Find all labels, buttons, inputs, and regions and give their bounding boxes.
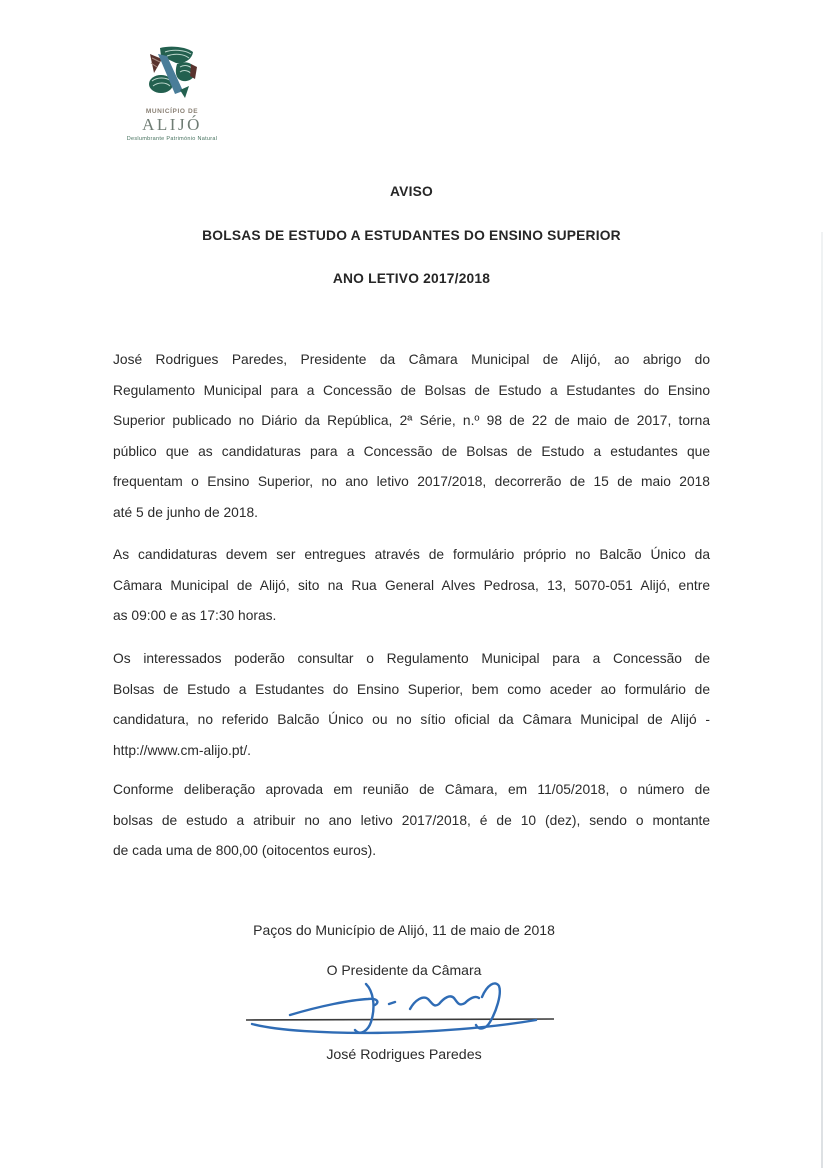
notice-subject: BOLSAS DE ESTUDO A ESTUDANTES DO ENSINO SUPERIOR (202, 228, 621, 243)
municipality-logo (118, 46, 226, 142)
signer-title: O Presidente da Câmara (326, 962, 482, 978)
paragraph-3 (113, 644, 710, 766)
paragraph-line: Os interessados poderão consultar o Regulamento Municipal para a Concessão de (113, 651, 710, 666)
paragraph-line: público que as candidaturas para a Concessão de Bolsas de Estudo a estudantes que (113, 443, 710, 459)
logo-org-name: ALIJÓ (142, 114, 202, 134)
website-url-text: http://www.cm-alijo.pt/. (113, 742, 252, 758)
notice-school-year: ANO LETIVO 2017/2018 (332, 271, 491, 286)
paragraph-line: Câmara Municipal de Alijó, sito na Rua General Alves Pedrosa, 13, 5070-051 Alijó, entre (113, 577, 710, 593)
paragraph-line: de cada uma de 800,00 (oitocentos euros). (113, 843, 377, 859)
paragraph-1 (113, 345, 710, 529)
scan-edge-artifact (821, 232, 823, 1168)
place-and-date: Paços do Município de Alijó, 11 de maio de 2018 (253, 922, 555, 938)
signature-line (246, 1019, 554, 1020)
paragraph-line: Regulamento Municipal para a Concessão de Bolsas de Estudo a Estudantes do Ensino (113, 382, 710, 398)
paragraph-line: bolsas de estudo a atribuir no ano letivo 2017/2018, é de 10 (dez), sendo o montante (113, 812, 710, 828)
paragraph-line: frequentam o Ensino Superior, no ano letivo 2017/2018, decorrerão de 15 de maio 2018 (113, 474, 710, 490)
alijo-logo-icon (147, 46, 197, 103)
paragraph-4 (113, 775, 710, 867)
paragraph-line: as 09:00 e as 17:30 horas. (113, 608, 277, 624)
logo-org-prefix: MUNICÍPIO DE (145, 107, 199, 115)
logo-tagline: Deslumbrante Património Natural (126, 136, 218, 143)
signer-name: José Rodrigues Paredes (326, 1047, 482, 1063)
paragraph-line: José Rodrigues Paredes, Presidente da Câmara Municipal de Alijó, ao abrigo do (113, 352, 710, 367)
notice-title: AVISO (390, 184, 433, 199)
paragraph-line: Bolsas de Estudo a Estudantes do Ensino Superior, bem como aceder ao formulário de (113, 681, 710, 697)
paragraph-line: até 5 de junho de 2018. (113, 504, 258, 520)
paragraph-line: candidatura, no referido Balcão Único ou no sítio oficial da Câmara Municipal de Alijó - (113, 712, 710, 728)
paragraph-line: As candidaturas devem ser entregues através de formulário próprio no Balcão Único da (113, 547, 710, 562)
paragraph-2 (113, 540, 710, 632)
signature-image (238, 978, 568, 1048)
paragraph-line: Superior publicado no Diário da República, 2ª Série, n.º 98 de 22 de maio de 2017, torna (113, 413, 710, 429)
paragraph-line: Conforme deliberação aprovada em reunião de Câmara, em 11/05/2018, o número de (113, 782, 710, 797)
